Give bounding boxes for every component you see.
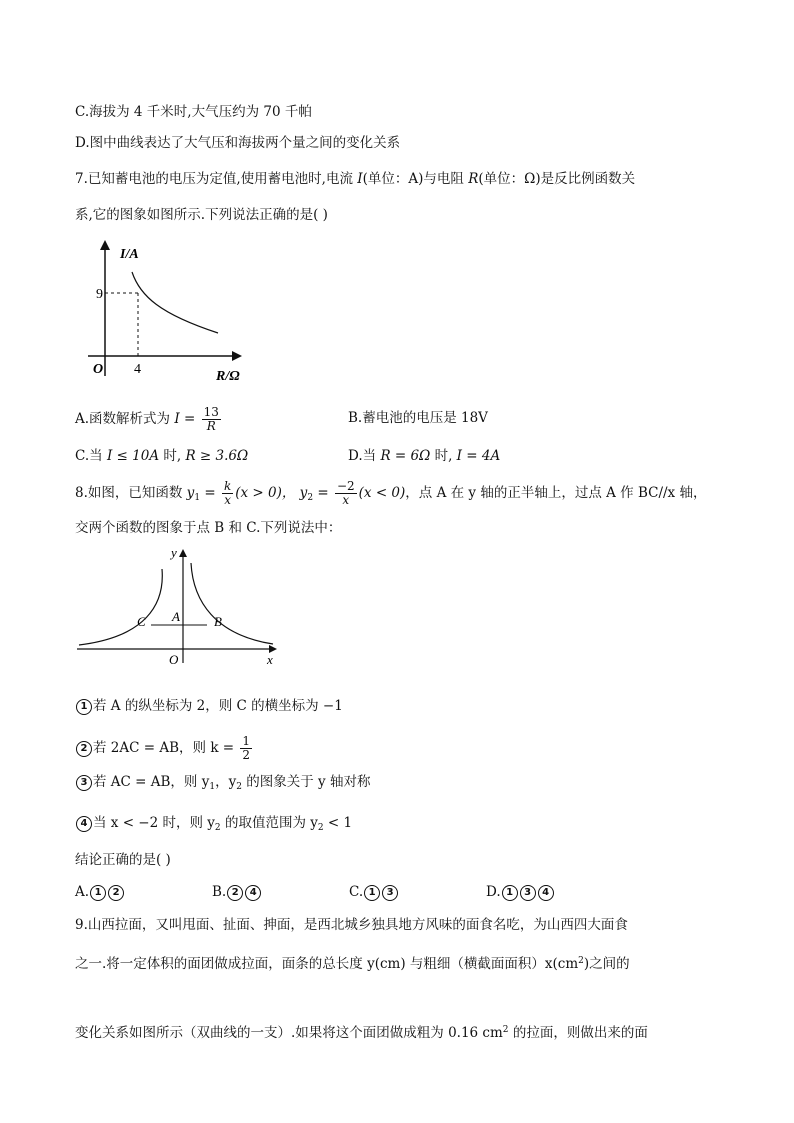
q7-option-a-eq: = (179, 411, 200, 427)
q8-circle-number: 1 (90, 885, 106, 901)
q7-option-d-math: I = 4A (456, 448, 501, 464)
q8-option-c-label: C. (349, 884, 364, 900)
q8-label-c: C (137, 614, 146, 629)
q8-stem-line-1 (75, 480, 706, 508)
q8-fraction-1-den: x (224, 493, 231, 507)
q7-stem-text: (单位：A)与电阻 (362, 171, 469, 187)
q8-statement-3-text: 的图象关于 y 轴对称 (241, 774, 371, 790)
q8-circle-number-4: 4 (76, 816, 92, 832)
q7-option-c-math: R ≥ 3.6Ω (185, 448, 249, 464)
q8-statement-2-fraction (240, 735, 252, 762)
q7-option-d-text: 时, (430, 448, 457, 464)
q8-eq: = (313, 485, 333, 501)
q8-circle-number: 4 (538, 885, 554, 901)
q8-option-c (349, 882, 399, 902)
q8-subscript: 2 (214, 823, 221, 833)
q7-option-c (75, 446, 248, 466)
q8-statement-3-text: 若 AC = AB，则 y (93, 774, 210, 790)
q9-line-3 (75, 1020, 648, 1043)
q8-option-a (75, 882, 125, 902)
q6-option-d: D.图中曲线表达了大气压和海拔两个量之间的变化关系 (75, 135, 401, 151)
q8-option-d (486, 882, 555, 902)
q8-fraction-2-num: −2 (336, 479, 355, 493)
q8-circle-number-1: 1 (76, 699, 92, 715)
q8-stem-line-2: 交两个函数的图象于点 B 和 C.下列说法中： (75, 520, 342, 536)
q8-subscript: 1 (209, 782, 216, 792)
q8-circle-number: 2 (227, 885, 243, 901)
q8-option-a-label: A. (75, 884, 90, 900)
q8-y2-subscript: 2 (307, 493, 314, 503)
q8-curve-right (191, 563, 273, 644)
q9-line-1: 9.山西拉面，又叫甩面、扯面、抻面，是西北城乡独具地方风味的面食名吃，为山西四大面食 (75, 917, 628, 933)
q8-statement-2-text: 若 2AC = AB，则 k = (93, 740, 239, 756)
q8-statement-2-den: 2 (242, 748, 251, 762)
q7-option-c-math: I ≤ 10A (106, 448, 160, 464)
q9-line-2-text: )之间的 (583, 956, 630, 972)
q8-fraction-1 (222, 480, 233, 507)
q7-stem-text: (单位：Ω)是反比例函数关 (478, 171, 636, 187)
q7-var-i: I (357, 171, 363, 187)
q8-statement-4-text: 的取值范围为 y (220, 815, 318, 831)
q8-subscript: 2 (317, 823, 324, 833)
q8-stem-text: ，点 A 在 y 轴的正半轴上，过点 A 作 BC//x 轴， (405, 485, 707, 501)
q7-option-d (348, 446, 500, 466)
q7-option-a (75, 406, 223, 433)
q8-circle-number: 1 (364, 885, 380, 901)
q8-y2: y (299, 485, 308, 501)
q8-statement-3 (75, 772, 370, 797)
q8-cond-2: (x < 0) (358, 485, 406, 501)
q8-fraction-2 (335, 480, 357, 507)
q8-statement-2 (75, 735, 254, 762)
q8-label-b: B (214, 614, 222, 629)
q8-option-b (212, 882, 262, 902)
q8-option-d-label: D. (486, 884, 501, 900)
q7-option-d-math: R = 6Ω (380, 448, 431, 464)
q7-option-c-text: 时, (159, 448, 186, 464)
q9-line-3-text: 的拉面，则做出来的面 (508, 1025, 648, 1041)
q7-stem-line-1 (75, 169, 635, 189)
q8-x-label: x (267, 652, 273, 667)
q8-fraction-2-den: x (342, 493, 350, 507)
q8-conclusion: 结论正确的是( ) (75, 852, 171, 868)
q8-label-a: A (172, 609, 180, 624)
q8-eq: = (200, 485, 220, 501)
q7-option-b: B.蓄电池的电压是 18V (348, 410, 488, 426)
q7-option-a-var: I (174, 411, 180, 427)
q7-var-r: R (468, 171, 479, 187)
q8-statement-4 (75, 813, 352, 838)
q9-line-2 (75, 951, 630, 974)
q8-option-b-label: B. (212, 884, 227, 900)
q7-curve (132, 272, 218, 333)
q8-curve-left (79, 569, 162, 645)
q7-option-a-denominator: R (206, 419, 216, 433)
q7-y-arrow (100, 240, 110, 250)
q8-y1: y (186, 485, 195, 501)
q8-circle-number-2: 2 (76, 741, 92, 757)
q9-superscript: 2 (502, 1025, 509, 1035)
q8-statement-4-text: 当 x < −2 时，则 y (93, 815, 215, 831)
q7-stem-text: 7.已知蓄电池的电压为定值,使用蓄电池时,电流 (75, 171, 358, 187)
q6-option-c: C.海拔为 4 千米时,大气压约为 70 千帕 (75, 104, 312, 120)
q9-line-3-text: 变化关系如图所示（双曲线的一支）.如果将这个面团做成粗为 0.16 cm (75, 1025, 503, 1041)
q7-y-label: I/A (120, 247, 139, 262)
q8-cond-1: (x > 0)， (235, 485, 296, 501)
q7-y-tick: 9 (96, 287, 103, 302)
q8-statement-2-num: 1 (242, 734, 251, 748)
q8-subscript: 2 (236, 782, 242, 792)
q8-statement-1-text: 若 A 的纵坐标为 2，则 C 的横坐标为 −1 (93, 698, 343, 714)
q8-circle-number: 4 (245, 885, 261, 901)
q7-graph (80, 236, 270, 386)
q9-line-2-text: 之一.将一定体积的面团做成拉面，面条的总长度 y(cm) 与粗细（横截面面积）x(cm (75, 956, 579, 972)
q8-y1-subscript: 1 (194, 493, 201, 503)
q8-statement-3-text: ，y (215, 774, 237, 790)
q7-stem-line-2: 系,它的图象如图所示.下列说法正确的是( ) (75, 207, 328, 223)
q8-y-label: y (171, 545, 177, 560)
q8-circle-number: 1 (502, 885, 518, 901)
q7-option-c-text: C.当 (75, 448, 107, 464)
q8-stem-text: 8.如图，已知函数 (75, 485, 187, 501)
q9-superscript: 2 (578, 956, 584, 966)
q8-statement-4-text: < 1 (323, 815, 353, 831)
q8-circle-number: 3 (382, 885, 398, 901)
q7-x-label: R/Ω (216, 369, 240, 384)
q8-circle-number: 3 (520, 885, 536, 901)
q7-origin-label: O (93, 362, 104, 377)
q7-x-arrow (232, 351, 242, 361)
q8-circle-number: 2 (108, 885, 124, 901)
q7-option-a-text: A.函数解析式为 (75, 411, 175, 427)
q8-y-arrow (179, 549, 187, 557)
q8-origin-label: O (169, 652, 179, 667)
q8-graph (75, 545, 285, 670)
q7-option-d-text: D.当 (348, 448, 381, 464)
q8-fraction-1-num: k (223, 479, 232, 493)
q8-circle-number-3: 3 (76, 775, 92, 791)
q8-statement-1 (75, 696, 343, 716)
q7-x-tick: 4 (134, 362, 141, 377)
q7-option-a-numerator: 13 (203, 405, 219, 419)
q7-option-a-fraction (202, 406, 221, 433)
